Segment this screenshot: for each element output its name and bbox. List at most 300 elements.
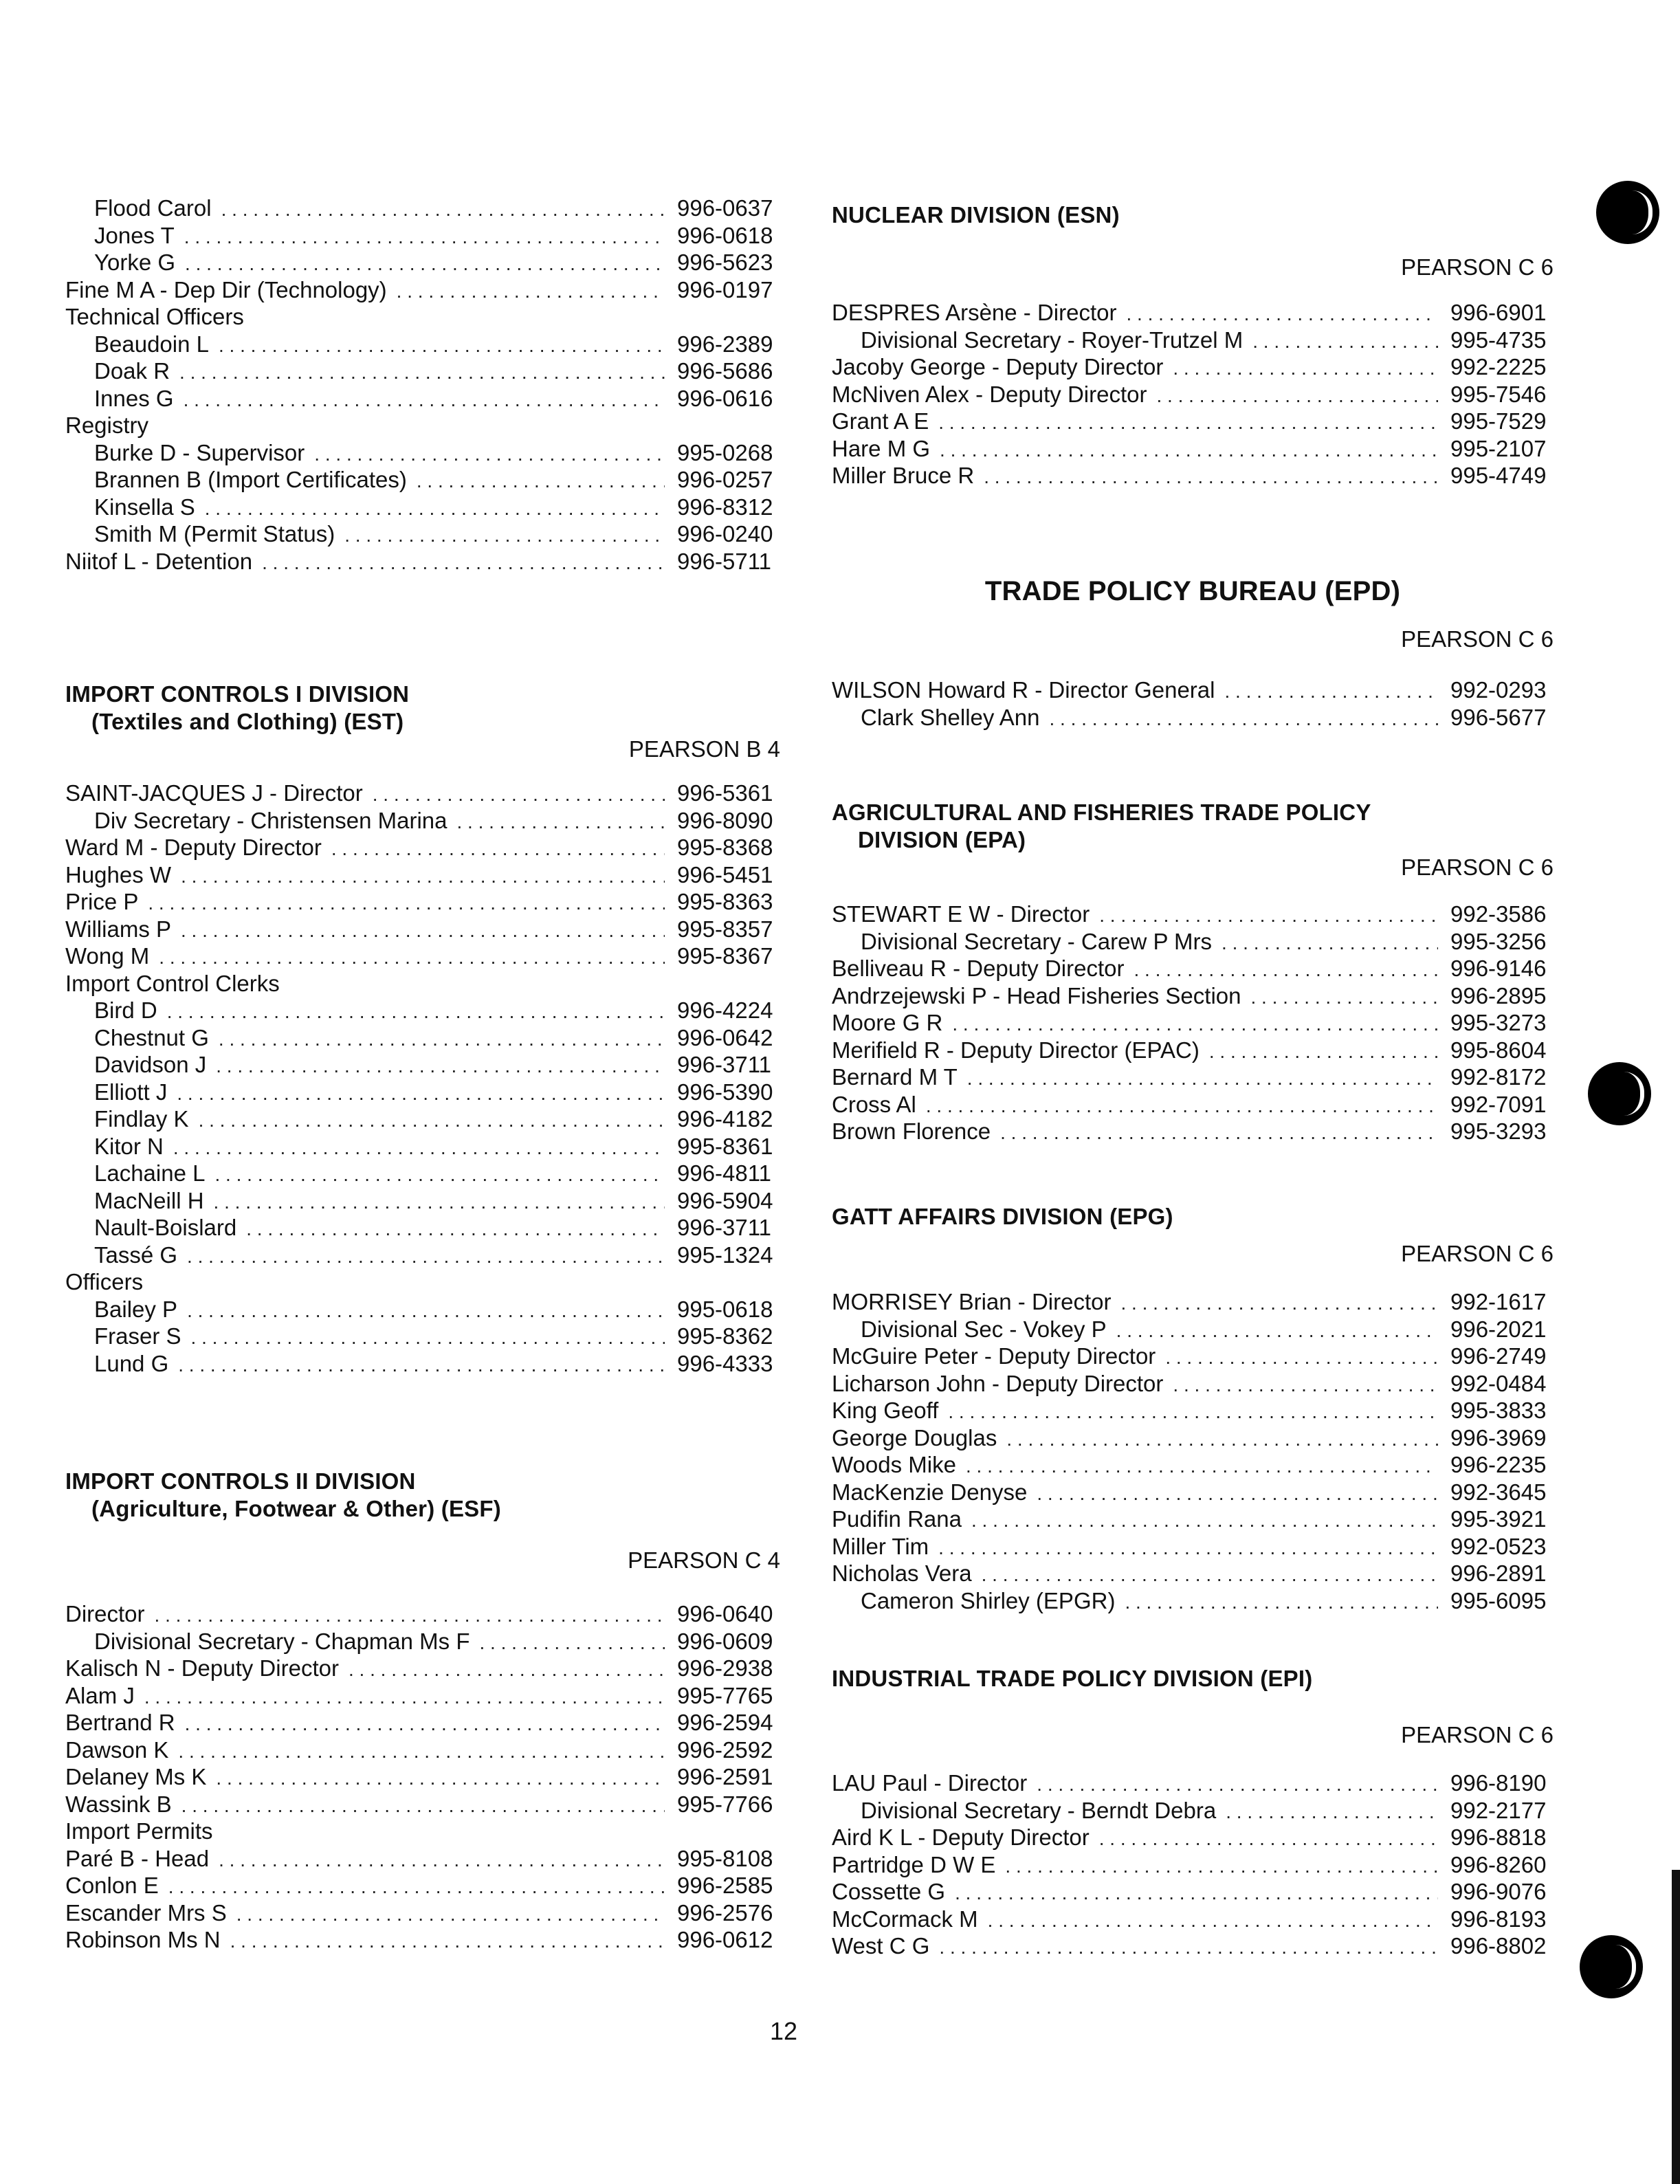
entry-name: Divisional Secretary - Carew P Mrs — [861, 928, 1213, 954]
directory-entry — [65, 1763, 780, 1791]
directory-entry — [65, 1051, 780, 1079]
entry-list — [65, 1600, 780, 1954]
dot-leader — [184, 386, 665, 413]
directory-entry — [65, 1600, 780, 1628]
entry-phone: 996-0642 — [677, 1024, 773, 1050]
entry-phone: 996-0618 — [677, 222, 773, 248]
entry-phone: 996-2585 — [677, 1873, 773, 1898]
dot-leader — [1173, 355, 1438, 382]
entry-name: Fine M A - Dep Dir (Technology) — [65, 276, 387, 302]
entry-phone: 992-3586 — [1450, 901, 1547, 927]
dot-leader — [1037, 1771, 1438, 1798]
dot-leader — [185, 250, 665, 277]
group-label — [65, 303, 780, 331]
directory-entry — [65, 1242, 780, 1269]
dot-leader — [971, 1507, 1438, 1534]
entry-phone: 995-8604 — [1450, 1037, 1547, 1063]
entry-phone: 996-5361 — [677, 780, 773, 806]
directory-entry — [65, 1791, 780, 1818]
punch-hole-icon — [1580, 1935, 1643, 1998]
room-location: PEARSON C 6 — [1401, 1241, 1554, 1266]
dot-leader — [1134, 956, 1439, 983]
entry-name: Belliveau R - Deputy Director — [832, 956, 1125, 981]
entry-phone: 996-2576 — [677, 1899, 773, 1926]
entry-name: Divisional Secretary - Chapman Ms F — [94, 1628, 470, 1654]
dot-leader — [1099, 1825, 1438, 1852]
section-subtitle: (Textiles and Clothing) (EST) — [91, 709, 404, 734]
entry-name: Moore G R — [832, 1010, 943, 1035]
section-agricultural — [832, 799, 1554, 1145]
entry-name: Lachaine L — [94, 1160, 206, 1186]
entry-name: Nault-Boislard — [94, 1215, 237, 1240]
dot-leader — [219, 332, 665, 359]
directory-entry — [832, 1451, 1554, 1479]
page-number: 12 — [769, 2017, 798, 2045]
entry-name: Findlay K — [94, 1106, 189, 1132]
entry-phone: 996-5677 — [1450, 704, 1547, 730]
entry-name: Kinsella S — [94, 494, 195, 520]
entry-phone: 995-7529 — [1450, 408, 1547, 434]
directory-entry — [65, 1709, 780, 1736]
group-label — [65, 1818, 780, 1845]
directory-entry — [65, 331, 780, 358]
entry-phone: 996-3711 — [677, 1215, 772, 1240]
entry-phone: 996-3711 — [677, 1052, 772, 1077]
section-title: TRADE POLICY BUREAU (EPD) — [984, 576, 1401, 606]
entry-list — [832, 299, 1554, 489]
section-import-controls-2 — [65, 1468, 780, 1954]
directory-entry — [832, 1560, 1554, 1587]
entry-name: Innes G — [94, 385, 174, 411]
dot-leader — [955, 1879, 1438, 1906]
entry-phone: 996-6901 — [1450, 300, 1547, 325]
directory-entry — [65, 942, 780, 970]
dot-leader — [181, 917, 665, 944]
entry-name: Beaudoin L — [94, 331, 209, 357]
entry-phone: 996-8260 — [1450, 1851, 1547, 1877]
directory-entry — [832, 435, 1554, 463]
entry-phone: 995-7546 — [1450, 381, 1547, 407]
room-location: PEARSON C 6 — [1401, 1722, 1554, 1747]
directory-entry — [65, 1845, 780, 1873]
entry-name: Jones T — [94, 222, 175, 248]
entry-name: Price P — [65, 889, 139, 914]
entry-phone: 995-3256 — [1450, 928, 1547, 954]
directory-entry — [832, 1009, 1554, 1037]
entry-name: Escander Mrs S — [65, 1899, 227, 1926]
section-trade-policy-bureau — [832, 575, 1554, 731]
dot-leader — [982, 1561, 1438, 1588]
entry-phone: 995-7765 — [677, 1682, 773, 1708]
directory-entry — [65, 520, 780, 548]
entry-name: Director — [65, 1601, 145, 1626]
entry-name: McGuire Peter - Deputy Director — [832, 1343, 1156, 1369]
dot-leader — [926, 1092, 1438, 1119]
dot-leader — [185, 1710, 665, 1737]
directory-entry — [832, 1878, 1554, 1906]
dot-leader — [187, 1243, 665, 1270]
entry-name: Chestnut G — [94, 1024, 209, 1050]
dot-leader — [1224, 678, 1438, 705]
dot-leader — [1120, 1290, 1438, 1316]
entry-phone: 996-2594 — [677, 1710, 773, 1735]
dot-leader — [173, 1134, 665, 1161]
dot-leader — [177, 1080, 665, 1107]
dot-leader — [262, 549, 665, 576]
entry-phone: 995-0268 — [677, 439, 773, 465]
entry-phone: 995-3833 — [1450, 1398, 1547, 1423]
entry-name: Delaney Ms K — [65, 1764, 207, 1789]
dot-leader — [314, 441, 665, 467]
dot-leader — [144, 1684, 665, 1710]
directory-entry — [65, 1872, 780, 1899]
section-import-controls-1 — [65, 681, 780, 1377]
directory-entry — [832, 1505, 1554, 1533]
entry-name: SAINT-JACQUES J - Director — [65, 780, 363, 806]
entry-phone: 996-0640 — [677, 1601, 773, 1626]
dot-leader — [1173, 1371, 1438, 1398]
dot-leader — [178, 1352, 665, 1378]
directory-entry — [65, 276, 780, 304]
section-title: GATT AFFAIRS DIVISION (EPG) — [832, 1204, 1173, 1229]
entry-name: Bernard M T — [832, 1064, 958, 1090]
dot-leader — [230, 1928, 665, 1954]
entry-list — [65, 195, 780, 575]
directory-entry — [832, 1932, 1554, 1960]
directory-entry — [832, 1370, 1554, 1398]
entry-phone: 995-4735 — [1450, 327, 1547, 353]
entry-name: Miller Bruce R — [832, 463, 975, 488]
dot-leader — [480, 1629, 665, 1656]
entry-name: Burke D - Supervisor — [94, 439, 305, 465]
dot-leader — [184, 223, 665, 250]
dot-leader — [246, 1215, 665, 1242]
entry-phone: 992-2177 — [1450, 1797, 1547, 1823]
section-nuclear — [832, 201, 1554, 489]
entry-phone: 992-0293 — [1450, 677, 1547, 703]
section-title: IMPORT CONTROLS II DIVISION — [65, 1468, 416, 1494]
room-location: PEARSON C 4 — [628, 1547, 780, 1573]
directory-entry — [832, 1533, 1554, 1560]
entry-name: Hare M G — [832, 435, 931, 461]
dot-leader — [397, 278, 665, 305]
entry-name: Woods Mike — [832, 1452, 956, 1477]
entry-phone: 996-8193 — [1450, 1906, 1547, 1932]
entry-phone: 996-8190 — [1450, 1770, 1547, 1796]
dot-leader — [1099, 902, 1438, 929]
entry-phone: 996-0612 — [677, 1927, 773, 1952]
directory-entry — [65, 1187, 780, 1215]
dot-leader — [214, 1161, 665, 1188]
entry-phone: 995-8361 — [677, 1133, 773, 1159]
entry-phone: 995-3921 — [1450, 1506, 1547, 1532]
entry-phone: 995-4749 — [1450, 463, 1547, 488]
directory-entry — [65, 834, 780, 861]
directory-entry — [832, 1316, 1554, 1343]
dot-leader — [178, 1738, 665, 1765]
directory-entry — [65, 1133, 780, 1160]
entry-phone: 996-0637 — [677, 195, 773, 221]
room-location: PEARSON C 6 — [1401, 254, 1554, 280]
directory-entry — [65, 548, 780, 575]
entry-name: Andrzejewski P - Head Fisheries Section — [832, 982, 1241, 1008]
entry-name: MORRISEY Brian - Director — [832, 1289, 1112, 1314]
directory-entry — [65, 1926, 780, 1954]
entry-phone: 996-5904 — [677, 1187, 773, 1213]
dot-leader — [1125, 1589, 1438, 1615]
entry-name: Robinson Ms N — [65, 1927, 221, 1952]
dot-leader — [148, 890, 665, 916]
entry-name: Flood Carol — [94, 195, 212, 221]
directory-entry — [832, 1824, 1554, 1851]
entry-name: Import Permits — [65, 1818, 213, 1844]
dot-leader — [938, 1534, 1438, 1561]
entry-phone: 992-8172 — [1450, 1064, 1547, 1090]
entry-list — [65, 780, 780, 1377]
dot-leader — [167, 998, 665, 1025]
directory-entry — [832, 1479, 1554, 1506]
dot-leader — [1156, 382, 1438, 409]
directory-entry — [832, 381, 1554, 408]
dot-leader — [191, 1324, 665, 1351]
entry-list — [832, 1769, 1554, 1960]
dot-leader — [1226, 1798, 1438, 1825]
entry-phone: 996-0616 — [677, 385, 773, 411]
entry-phone: 996-5390 — [677, 1079, 773, 1105]
entry-phone: 995-0618 — [677, 1296, 773, 1322]
directory-entry — [65, 385, 780, 412]
entry-name: Brown Florence — [832, 1118, 991, 1144]
entry-name: Hughes W — [65, 861, 172, 887]
directory-entry — [65, 1350, 780, 1378]
dot-leader — [984, 463, 1438, 490]
continued-section — [65, 195, 780, 575]
directory-entry — [65, 1079, 780, 1106]
directory-entry — [65, 888, 780, 916]
directory-entry — [832, 1424, 1554, 1452]
dot-leader — [457, 808, 665, 835]
entry-name: Divisional Sec - Vokey P — [861, 1316, 1107, 1342]
directory-entry — [65, 1214, 780, 1242]
directory-entry — [832, 408, 1554, 435]
entry-name: Cross Al — [832, 1091, 916, 1117]
entry-phone: 996-5451 — [677, 861, 773, 887]
entry-name: Fraser S — [94, 1323, 181, 1349]
directory-entry — [832, 1906, 1554, 1933]
group-label — [65, 412, 780, 439]
entry-phone: 996-5711 — [677, 548, 772, 574]
directory-entry — [65, 357, 780, 385]
entry-phone: 995-3293 — [1450, 1118, 1547, 1144]
dot-leader — [1165, 1344, 1438, 1371]
directory-entry — [832, 462, 1554, 489]
dot-leader — [216, 1052, 665, 1079]
entry-name: Cameron Shirley (EPGR) — [861, 1587, 1116, 1613]
dot-leader — [344, 522, 665, 549]
dot-leader — [1116, 1317, 1438, 1344]
entry-phone: 992-3645 — [1450, 1479, 1547, 1505]
dot-leader — [940, 437, 1438, 463]
entry-name: Bird D — [94, 997, 157, 1023]
entry-phone: 996-2592 — [677, 1736, 773, 1763]
dot-leader — [952, 1011, 1438, 1037]
dot-leader — [205, 495, 665, 522]
section-subtitle: DIVISION (EPA) — [858, 827, 1026, 852]
directory-entry — [65, 1296, 780, 1323]
punch-hole-icon — [1596, 181, 1659, 244]
entry-phone: 996-0197 — [677, 276, 773, 302]
entry-phone: 996-2749 — [1450, 1343, 1547, 1369]
dot-leader — [938, 409, 1438, 436]
entry-phone: 996-4333 — [677, 1350, 773, 1376]
entry-name: Alam J — [65, 1682, 135, 1708]
room-location: PEARSON C 6 — [1401, 626, 1554, 652]
directory-entry — [65, 222, 780, 250]
entry-phone: 996-8802 — [1450, 1933, 1547, 1959]
dot-leader — [1209, 1038, 1438, 1065]
entry-name: Technical Officers — [65, 304, 244, 329]
entry-phone: 992-0484 — [1450, 1370, 1547, 1396]
directory-entry — [65, 916, 780, 943]
dot-leader — [219, 1846, 665, 1873]
entry-phone: 992-1617 — [1450, 1289, 1547, 1314]
dot-leader — [331, 835, 665, 862]
entry-phone: 996-8818 — [1450, 1824, 1547, 1850]
dot-leader — [373, 781, 665, 808]
dot-leader — [988, 1907, 1438, 1934]
punch-hole-icon — [1588, 1062, 1651, 1125]
entry-phone: 992-0523 — [1450, 1533, 1547, 1559]
entry-phone: 996-4224 — [677, 997, 773, 1023]
entry-name: Bertrand R — [65, 1710, 175, 1735]
room-location: PEARSON C 6 — [1401, 854, 1554, 880]
entry-name: Paré B - Head — [65, 1845, 210, 1871]
entry-name: MacNeill H — [94, 1187, 204, 1213]
directory-entry — [832, 1037, 1554, 1064]
dot-leader — [1222, 929, 1438, 956]
dot-leader — [168, 1873, 665, 1900]
entry-name: Williams P — [65, 916, 171, 942]
entry-phone: 996-0609 — [677, 1628, 773, 1654]
directory-entry — [832, 955, 1554, 982]
dot-leader — [1250, 984, 1438, 1011]
dot-leader — [181, 1792, 665, 1819]
entry-name: Brannen B (Import Certificates) — [94, 467, 407, 492]
entry-phone: 996-0257 — [677, 467, 773, 492]
entry-phone: 996-4811 — [677, 1160, 772, 1186]
dot-leader — [214, 1189, 665, 1215]
dot-leader — [181, 863, 665, 890]
entry-name: Kalisch N - Deputy Director — [65, 1655, 339, 1681]
entry-name: McNiven Alex - Deputy Director — [832, 381, 1147, 407]
directory-entry — [65, 1899, 780, 1927]
entry-phone: 995-7766 — [677, 1791, 773, 1817]
directory-entry — [832, 901, 1554, 928]
entry-name: LAU Paul - Director — [832, 1770, 1028, 1796]
dot-leader — [216, 1765, 665, 1791]
entry-name: Divisional Secretary - Royer-Trutzel M — [861, 327, 1244, 353]
directory-entry — [65, 1105, 780, 1133]
entry-name: Yorke G — [94, 250, 176, 275]
section-title: IMPORT CONTROLS I DIVISION — [65, 681, 410, 707]
dot-leader — [948, 1398, 1438, 1425]
entry-phone: 996-2021 — [1450, 1316, 1547, 1342]
directory-entry — [832, 299, 1554, 327]
group-label — [65, 1268, 780, 1296]
directory-entry — [65, 1682, 780, 1710]
dot-leader — [219, 1026, 665, 1052]
entry-phone: 995-8368 — [677, 835, 773, 860]
entry-phone: 995-8108 — [677, 1845, 773, 1871]
entry-name: Partridge D W E — [832, 1851, 996, 1877]
entry-phone: 996-5623 — [677, 250, 773, 275]
dot-leader — [1005, 1853, 1438, 1879]
entry-name: Cossette G — [832, 1879, 946, 1904]
entry-phone: 995-8362 — [677, 1323, 773, 1349]
entry-name: Elliott J — [94, 1079, 168, 1105]
directory-entry — [65, 861, 780, 889]
entry-name: Registry — [65, 412, 149, 438]
directory-entry — [65, 1323, 780, 1350]
entry-phone: 995-8363 — [677, 889, 773, 914]
entry-name: Tassé G — [94, 1242, 178, 1268]
entry-phone: 995-1324 — [677, 1242, 773, 1268]
entry-name: MacKenzie Denyse — [832, 1479, 1028, 1505]
directory-entry — [65, 1736, 780, 1764]
directory-entry — [65, 1655, 780, 1682]
directory-entry — [65, 997, 780, 1024]
entry-name: Pudifin Rana — [832, 1506, 962, 1532]
entry-name: Aird K L - Deputy Director — [832, 1824, 1090, 1850]
entry-list — [832, 901, 1554, 1145]
entry-name: Dawson K — [65, 1736, 169, 1763]
section-title: INDUSTRIAL TRADE POLICY DIVISION (EPI) — [832, 1666, 1313, 1691]
entry-phone: 996-5686 — [677, 358, 773, 384]
entry-name: George Douglas — [832, 1424, 997, 1451]
directory-entry — [65, 807, 780, 835]
section-subtitle: (Agriculture, Footwear & Other) (ESF) — [91, 1496, 501, 1521]
directory-entry — [832, 1091, 1554, 1118]
entry-name: Jacoby George - Deputy Director — [832, 354, 1164, 379]
directory-entry — [832, 676, 1554, 704]
entry-phone: 996-2895 — [1450, 982, 1547, 1008]
entry-name: Bailey P — [94, 1296, 178, 1322]
dot-leader — [417, 467, 665, 494]
entry-list — [832, 676, 1554, 731]
directory-entry — [832, 1797, 1554, 1824]
entry-phone: 995-6095 — [1450, 1587, 1547, 1613]
entry-phone: 992-2225 — [1450, 354, 1547, 379]
entry-name: Wong M — [65, 943, 150, 969]
entry-name: Nicholas Vera — [832, 1560, 972, 1586]
entry-phone: 996-2235 — [1450, 1452, 1547, 1477]
entry-name: Licharson John - Deputy Director — [832, 1370, 1164, 1396]
dot-leader — [155, 1602, 665, 1629]
dot-leader — [1049, 705, 1438, 732]
entry-phone: 996-4182 — [677, 1106, 773, 1132]
entry-name: Officers — [65, 1269, 144, 1294]
entry-phone: 996-8090 — [677, 807, 773, 833]
entry-name: Merifield R - Deputy Director (EPAC) — [832, 1037, 1200, 1063]
entry-name: Smith M (Permit Status) — [94, 521, 335, 547]
entry-phone: 996-9076 — [1450, 1879, 1547, 1904]
entry-name: Davidson J — [94, 1052, 207, 1077]
dot-leader — [199, 1107, 665, 1134]
directory-entry — [832, 353, 1554, 381]
dot-leader — [939, 1934, 1438, 1961]
entry-name: West C G — [832, 1933, 930, 1959]
section-industrial — [832, 1665, 1554, 1960]
